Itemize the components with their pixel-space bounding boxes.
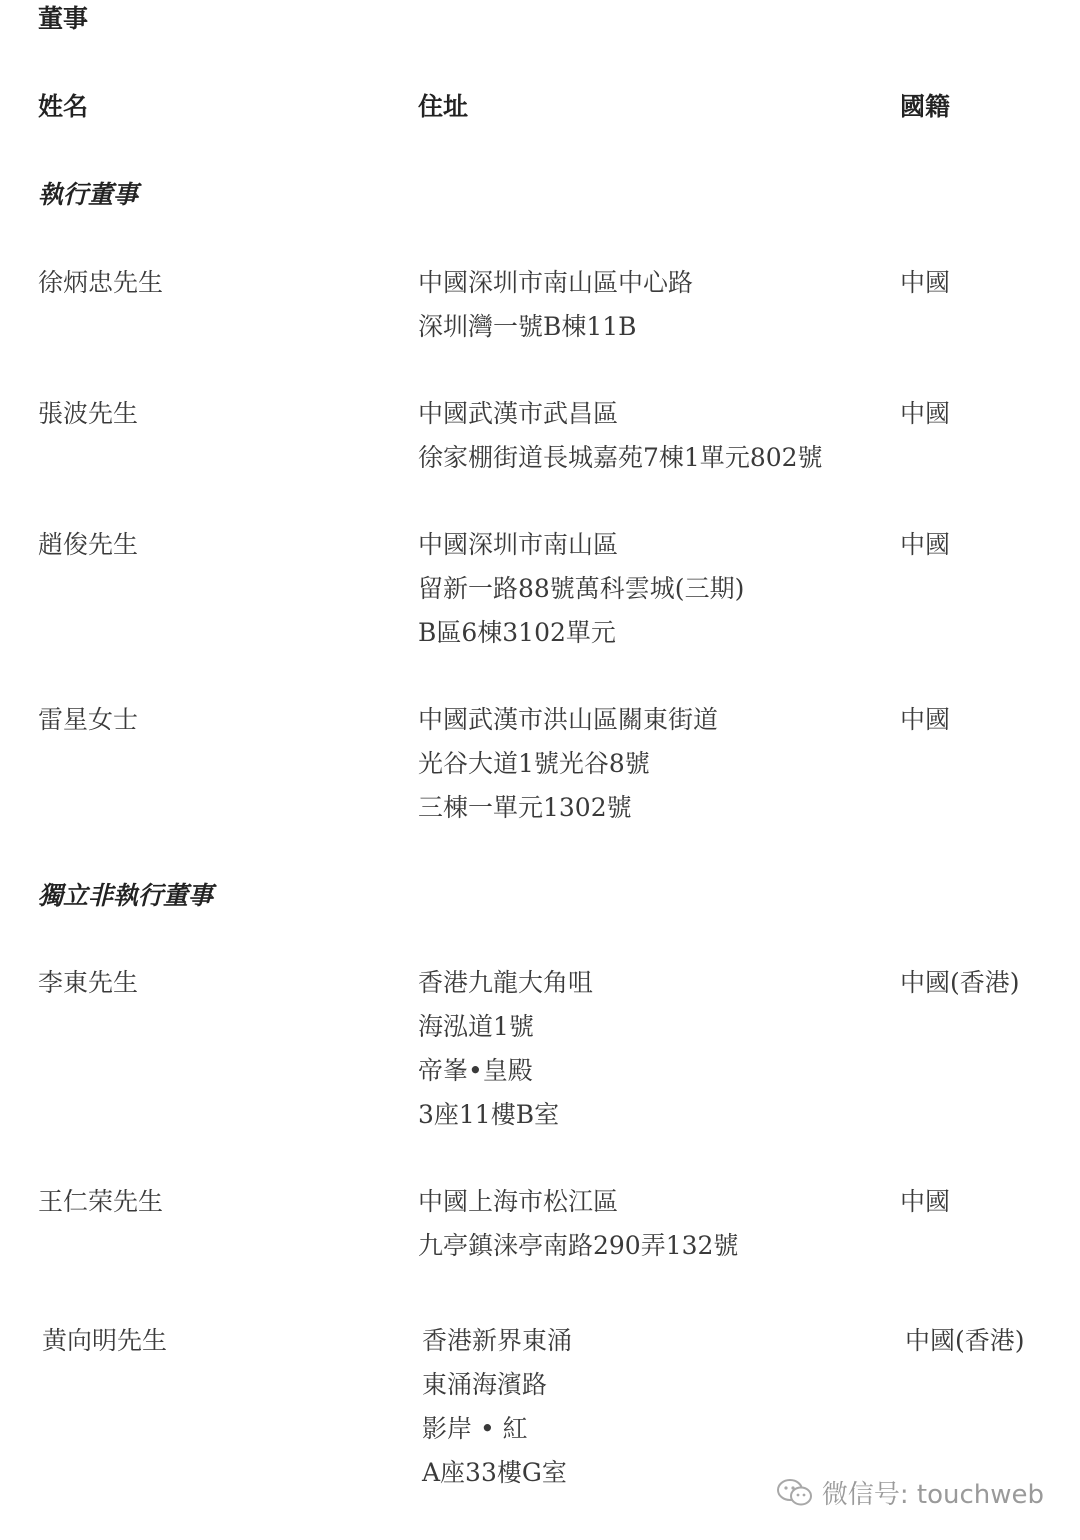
director-address [418, 961, 593, 1137]
watermark-text: 微信号: touchweb [821, 1480, 1044, 1510]
director-name: 雷星女士 [38, 705, 139, 734]
section-title-independent: 獨立非執行董事 [38, 881, 214, 910]
director-nationality: 中國 [900, 268, 951, 297]
header-nationality: 國籍 [900, 92, 951, 121]
director-nationality: 中國 [900, 530, 951, 559]
director-nationality: 中國(香港) [900, 968, 1020, 997]
address-line: 東涌海濱路 [422, 1370, 548, 1399]
address-line: 中國上海市松江區 [418, 1187, 619, 1216]
address-line: 徐家棚街道長城嘉苑7棟1單元802號 [418, 443, 823, 472]
director-address [422, 1319, 572, 1495]
director-address [418, 1180, 738, 1268]
address-line: 九亭鎮涞亭南路290弄132號 [418, 1231, 739, 1260]
director-nationality: 中國 [900, 705, 951, 734]
address-line: 留新一路88號萬科雲城(三期) [418, 574, 745, 603]
address-line: 深圳灣一號B棟11B [418, 312, 637, 341]
director-nationality: 中國(香港) [905, 1326, 1025, 1355]
wechat-icon [776, 1477, 814, 1509]
director-name: 黄向明先生 [42, 1326, 168, 1355]
header-address: 住址 [418, 92, 469, 121]
director-name: 王仁荣先生 [38, 1187, 164, 1216]
address-line: 光谷大道1號光谷8號 [418, 749, 650, 778]
section-title-executive: 執行董事 [38, 180, 139, 209]
director-address [418, 392, 823, 480]
director-address [418, 523, 744, 655]
header-name: 姓名 [38, 92, 89, 121]
address-line: 影岸 • 紅 [422, 1414, 528, 1443]
address-line: 香港新界東涌 [422, 1326, 573, 1355]
director-nationality: 中國 [900, 1187, 951, 1216]
address-line: 三棟一單元1302號 [418, 793, 632, 822]
director-name: 張波先生 [38, 399, 139, 428]
address-line: A座33樓G室 [422, 1458, 567, 1487]
director-nationality: 中國 [900, 399, 951, 428]
address-line: B區6棟3102單元 [418, 618, 616, 647]
director-address [418, 261, 693, 349]
address-line: 中國武漢市洪山區關東街道 [418, 705, 719, 734]
director-address [418, 698, 718, 830]
page-title: 董事 [38, 4, 89, 33]
address-line: 中國深圳市南山區 [418, 530, 619, 559]
address-line: 海泓道1號 [418, 1012, 534, 1041]
address-line: 3座11樓B室 [418, 1100, 560, 1129]
address-line: 香港九龍大角咀 [418, 968, 594, 997]
address-line: 中國深圳市南山區中心路 [418, 268, 694, 297]
director-name: 趙俊先生 [38, 530, 139, 559]
wechat-watermark [776, 1474, 1044, 1511]
director-name: 徐炳忠先生 [38, 268, 164, 297]
address-line: 中國武漢市武昌區 [418, 399, 619, 428]
address-line: 帝峯•皇殿 [418, 1056, 533, 1085]
director-name: 李東先生 [38, 968, 139, 997]
